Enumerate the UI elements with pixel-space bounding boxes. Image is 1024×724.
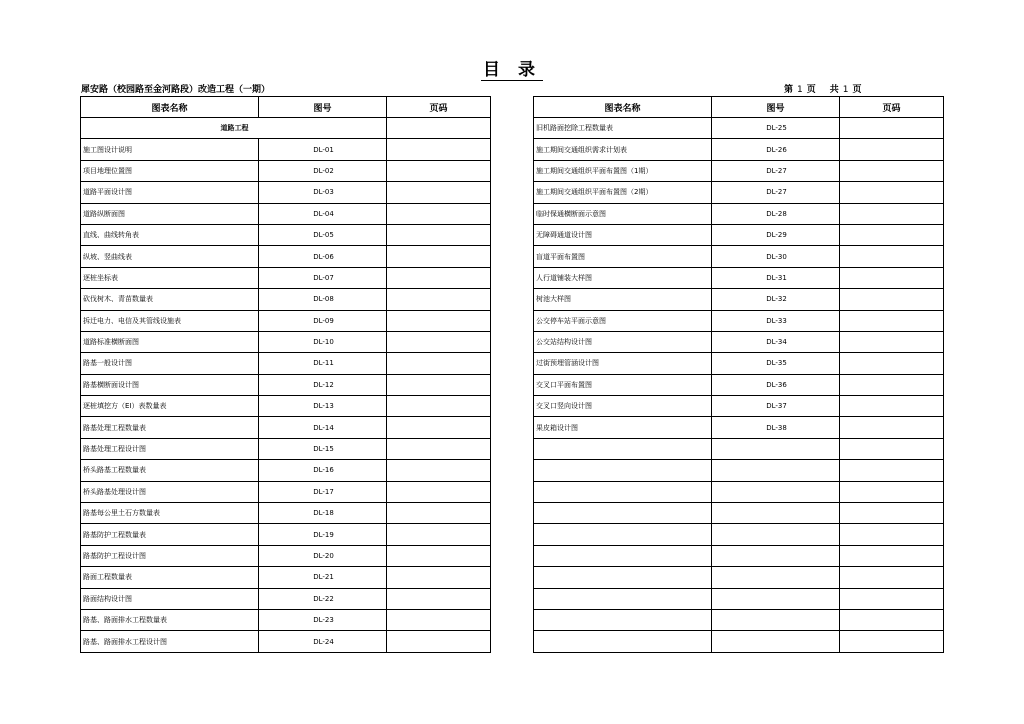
drawing-code: DL-01 bbox=[259, 139, 387, 160]
drawing-name: 无障碍通道设计图 bbox=[534, 224, 712, 245]
table-row bbox=[534, 438, 944, 459]
drawing-name: 公交站结构设计图 bbox=[534, 331, 712, 352]
page-cell bbox=[387, 310, 491, 331]
drawing-name bbox=[534, 503, 712, 524]
drawing-name: 施工期间交通组织需求计划表 bbox=[534, 139, 712, 160]
table-row bbox=[81, 310, 491, 331]
page-cell bbox=[840, 460, 944, 481]
drawing-name: 拆迁电力、电信及其管线设施表 bbox=[81, 310, 259, 331]
table-row bbox=[534, 246, 944, 267]
drawing-code: DL-19 bbox=[259, 524, 387, 545]
drawing-code: DL-24 bbox=[259, 631, 387, 652]
page-cell bbox=[387, 331, 491, 352]
drawing-code bbox=[712, 609, 840, 630]
page-cell bbox=[840, 224, 944, 245]
page-cell bbox=[840, 545, 944, 566]
drawing-code: DL-34 bbox=[712, 331, 840, 352]
section-title: 道路工程 bbox=[81, 118, 387, 139]
drawing-code: DL-15 bbox=[259, 438, 387, 459]
drawing-code bbox=[712, 567, 840, 588]
drawing-code: DL-05 bbox=[259, 224, 387, 245]
page-cell bbox=[840, 588, 944, 609]
page-cell bbox=[387, 289, 491, 310]
drawing-name bbox=[534, 631, 712, 652]
drawing-code: DL-32 bbox=[712, 289, 840, 310]
drawing-name: 旧机路面挖除工程数量表 bbox=[534, 118, 712, 139]
drawing-code bbox=[712, 481, 840, 502]
page-cell bbox=[387, 396, 491, 417]
table-row bbox=[534, 545, 944, 566]
table-row bbox=[81, 503, 491, 524]
drawing-name: 路面工程数量表 bbox=[81, 567, 259, 588]
table-row bbox=[81, 609, 491, 630]
table-row bbox=[534, 481, 944, 502]
drawing-code: DL-10 bbox=[259, 331, 387, 352]
drawing-name: 路基、路面排水工程数量表 bbox=[81, 609, 259, 630]
page-cell bbox=[387, 609, 491, 630]
drawing-name: 砍伐树木、青苗数量表 bbox=[81, 289, 259, 310]
drawing-code bbox=[712, 588, 840, 609]
drawing-name: 果皮箱设计图 bbox=[534, 417, 712, 438]
drawing-code: DL-26 bbox=[712, 139, 840, 160]
page-cell bbox=[387, 160, 491, 181]
drawing-name: 路基每公里土石方数量表 bbox=[81, 503, 259, 524]
drawing-code: DL-28 bbox=[712, 203, 840, 224]
table-row bbox=[534, 609, 944, 630]
page-cell bbox=[840, 567, 944, 588]
drawing-name bbox=[534, 545, 712, 566]
drawing-code: DL-18 bbox=[259, 503, 387, 524]
drawing-name: 桥头路基处理设计图 bbox=[81, 481, 259, 502]
page-info: 第 1 页 共 1 页 bbox=[784, 85, 862, 95]
drawing-name: 交叉口竖向设计图 bbox=[534, 396, 712, 417]
page-cell bbox=[840, 118, 944, 139]
drawing-name: 道路纵断面图 bbox=[81, 203, 259, 224]
page-cell bbox=[387, 631, 491, 652]
table-row bbox=[81, 417, 491, 438]
drawing-name: 路基处理工程设计图 bbox=[81, 438, 259, 459]
drawing-name: 路基一般设计图 bbox=[81, 353, 259, 374]
drawing-name: 路面结构设计图 bbox=[81, 588, 259, 609]
header-name: 图表名称 bbox=[534, 97, 712, 118]
page-cell bbox=[387, 567, 491, 588]
drawing-code: DL-03 bbox=[259, 182, 387, 203]
table-row bbox=[534, 417, 944, 438]
drawing-name: 纵坡、竖曲线表 bbox=[81, 246, 259, 267]
drawing-code: DL-16 bbox=[259, 460, 387, 481]
drawing-name: 路基防护工程数量表 bbox=[81, 524, 259, 545]
drawing-name: 人行道铺装大样图 bbox=[534, 267, 712, 288]
drawing-name: 交叉口平面布置图 bbox=[534, 374, 712, 395]
drawing-name bbox=[534, 460, 712, 481]
page-cell bbox=[840, 503, 944, 524]
drawing-code: DL-17 bbox=[259, 481, 387, 502]
drawing-code bbox=[712, 438, 840, 459]
page-cell bbox=[387, 182, 491, 203]
drawing-code: DL-27 bbox=[712, 160, 840, 181]
drawing-code: DL-38 bbox=[712, 417, 840, 438]
drawing-code: DL-21 bbox=[259, 567, 387, 588]
drawing-name bbox=[534, 524, 712, 545]
drawing-name: 施工图设计说明 bbox=[81, 139, 259, 160]
drawing-code: DL-30 bbox=[712, 246, 840, 267]
page-cell bbox=[840, 631, 944, 652]
drawing-code: DL-09 bbox=[259, 310, 387, 331]
table-row bbox=[534, 353, 944, 374]
drawing-code bbox=[712, 524, 840, 545]
header-code: 图号 bbox=[259, 97, 387, 118]
drawing-code: DL-36 bbox=[712, 374, 840, 395]
table-row bbox=[81, 374, 491, 395]
drawing-name bbox=[534, 481, 712, 502]
drawing-name: 项目地理位置图 bbox=[81, 160, 259, 181]
page-cell bbox=[840, 481, 944, 502]
toc-table-left bbox=[80, 96, 491, 653]
drawing-name bbox=[534, 588, 712, 609]
drawing-code bbox=[712, 460, 840, 481]
table-row bbox=[534, 396, 944, 417]
page-cell bbox=[840, 310, 944, 331]
drawing-name: 公交停车站平面示意图 bbox=[534, 310, 712, 331]
table-row bbox=[534, 182, 944, 203]
drawing-code bbox=[712, 631, 840, 652]
drawing-code: DL-31 bbox=[712, 267, 840, 288]
drawing-code: DL-04 bbox=[259, 203, 387, 224]
table-row bbox=[81, 331, 491, 352]
table-row bbox=[81, 460, 491, 481]
table-row bbox=[81, 438, 491, 459]
drawing-code: DL-23 bbox=[259, 609, 387, 630]
drawing-name: 道路标准横断面图 bbox=[81, 331, 259, 352]
drawing-code: DL-06 bbox=[259, 246, 387, 267]
drawing-name bbox=[534, 609, 712, 630]
page-cell bbox=[840, 139, 944, 160]
table-row bbox=[534, 160, 944, 181]
drawing-code: DL-33 bbox=[712, 310, 840, 331]
toc-table-right bbox=[533, 96, 944, 653]
drawing-name: 过街预埋管涵设计图 bbox=[534, 353, 712, 374]
page-cell bbox=[840, 331, 944, 352]
drawing-name: 逐桩填挖方（EI）表数量表 bbox=[81, 396, 259, 417]
table-row bbox=[534, 267, 944, 288]
table-row bbox=[534, 374, 944, 395]
drawing-name: 路基、路面排水工程设计图 bbox=[81, 631, 259, 652]
header-page: 页码 bbox=[840, 97, 944, 118]
table-row bbox=[81, 588, 491, 609]
page-cell bbox=[840, 353, 944, 374]
drawing-name: 路基防护工程设计图 bbox=[81, 545, 259, 566]
drawing-code: DL-20 bbox=[259, 545, 387, 566]
table-row bbox=[534, 524, 944, 545]
page-cell bbox=[840, 524, 944, 545]
table-row bbox=[81, 353, 491, 374]
table-row bbox=[534, 289, 944, 310]
header-page: 页码 bbox=[387, 97, 491, 118]
drawing-name: 盲道平面布置图 bbox=[534, 246, 712, 267]
table-row bbox=[534, 631, 944, 652]
project-name: 犀安路（校园路至金河路段）改造工程（一期） bbox=[81, 85, 271, 95]
table-row bbox=[534, 460, 944, 481]
header-name: 图表名称 bbox=[81, 97, 259, 118]
table-row bbox=[534, 503, 944, 524]
table-row bbox=[81, 545, 491, 566]
drawing-name bbox=[534, 438, 712, 459]
table-row bbox=[81, 224, 491, 245]
page-cell bbox=[387, 246, 491, 267]
table-row bbox=[534, 139, 944, 160]
page-cell bbox=[840, 374, 944, 395]
document-title: 目 录 bbox=[483, 60, 541, 80]
drawing-code: DL-02 bbox=[259, 160, 387, 181]
table-row bbox=[81, 182, 491, 203]
page-cell bbox=[840, 182, 944, 203]
table-row bbox=[534, 331, 944, 352]
page-cell bbox=[387, 524, 491, 545]
page-cell bbox=[387, 139, 491, 160]
page-cell bbox=[387, 203, 491, 224]
table-row bbox=[81, 267, 491, 288]
drawing-code: DL-37 bbox=[712, 396, 840, 417]
table-row bbox=[81, 289, 491, 310]
page-cell bbox=[840, 289, 944, 310]
page-cell bbox=[840, 438, 944, 459]
drawing-name bbox=[534, 567, 712, 588]
drawing-code: DL-29 bbox=[712, 224, 840, 245]
page-cell bbox=[840, 267, 944, 288]
page-cell bbox=[387, 353, 491, 374]
drawing-code: DL-14 bbox=[259, 417, 387, 438]
drawing-name: 路基横断面设计图 bbox=[81, 374, 259, 395]
page-cell bbox=[387, 481, 491, 502]
drawing-name: 路基处理工程数量表 bbox=[81, 417, 259, 438]
page-cell bbox=[387, 374, 491, 395]
page-cell bbox=[840, 417, 944, 438]
page-cell bbox=[387, 118, 491, 139]
page-cell bbox=[840, 203, 944, 224]
page-cell bbox=[387, 438, 491, 459]
drawing-code: DL-11 bbox=[259, 353, 387, 374]
drawing-code bbox=[712, 545, 840, 566]
page-cell bbox=[840, 160, 944, 181]
page-cell bbox=[387, 460, 491, 481]
table-row bbox=[81, 203, 491, 224]
page-cell bbox=[387, 267, 491, 288]
table-row bbox=[534, 310, 944, 331]
table-row bbox=[81, 246, 491, 267]
drawing-code: DL-25 bbox=[712, 118, 840, 139]
drawing-code: DL-07 bbox=[259, 267, 387, 288]
drawing-code bbox=[712, 503, 840, 524]
table-row bbox=[534, 203, 944, 224]
drawing-name: 施工期间交通组织平面布置图（1期） bbox=[534, 160, 712, 181]
drawing-name: 树池大样图 bbox=[534, 289, 712, 310]
page-cell bbox=[387, 588, 491, 609]
drawing-name: 临时保通横断面示意图 bbox=[534, 203, 712, 224]
table-row bbox=[534, 224, 944, 245]
table-row bbox=[81, 631, 491, 652]
drawing-name: 直线、曲线转角表 bbox=[81, 224, 259, 245]
section-row bbox=[81, 118, 491, 139]
drawing-code: DL-13 bbox=[259, 396, 387, 417]
table-row bbox=[81, 481, 491, 502]
table-row bbox=[81, 139, 491, 160]
table-row bbox=[534, 118, 944, 139]
drawing-code: DL-12 bbox=[259, 374, 387, 395]
table-row bbox=[81, 567, 491, 588]
page-cell bbox=[840, 609, 944, 630]
table-row bbox=[81, 396, 491, 417]
page-cell bbox=[387, 503, 491, 524]
drawing-name: 逐桩坐标表 bbox=[81, 267, 259, 288]
page-cell bbox=[387, 224, 491, 245]
table-row bbox=[534, 567, 944, 588]
drawing-code: DL-22 bbox=[259, 588, 387, 609]
table-row bbox=[81, 160, 491, 181]
page-cell bbox=[840, 246, 944, 267]
page-cell bbox=[840, 396, 944, 417]
header-code: 图号 bbox=[712, 97, 840, 118]
drawing-name: 施工期间交通组织平面布置图（2期） bbox=[534, 182, 712, 203]
drawing-name: 道路平面设计图 bbox=[81, 182, 259, 203]
table-row bbox=[534, 588, 944, 609]
page-cell bbox=[387, 545, 491, 566]
drawing-code: DL-35 bbox=[712, 353, 840, 374]
drawing-name: 桥头路基工程数量表 bbox=[81, 460, 259, 481]
page-cell bbox=[387, 417, 491, 438]
table-row bbox=[81, 524, 491, 545]
drawing-code: DL-27 bbox=[712, 182, 840, 203]
drawing-code: DL-08 bbox=[259, 289, 387, 310]
